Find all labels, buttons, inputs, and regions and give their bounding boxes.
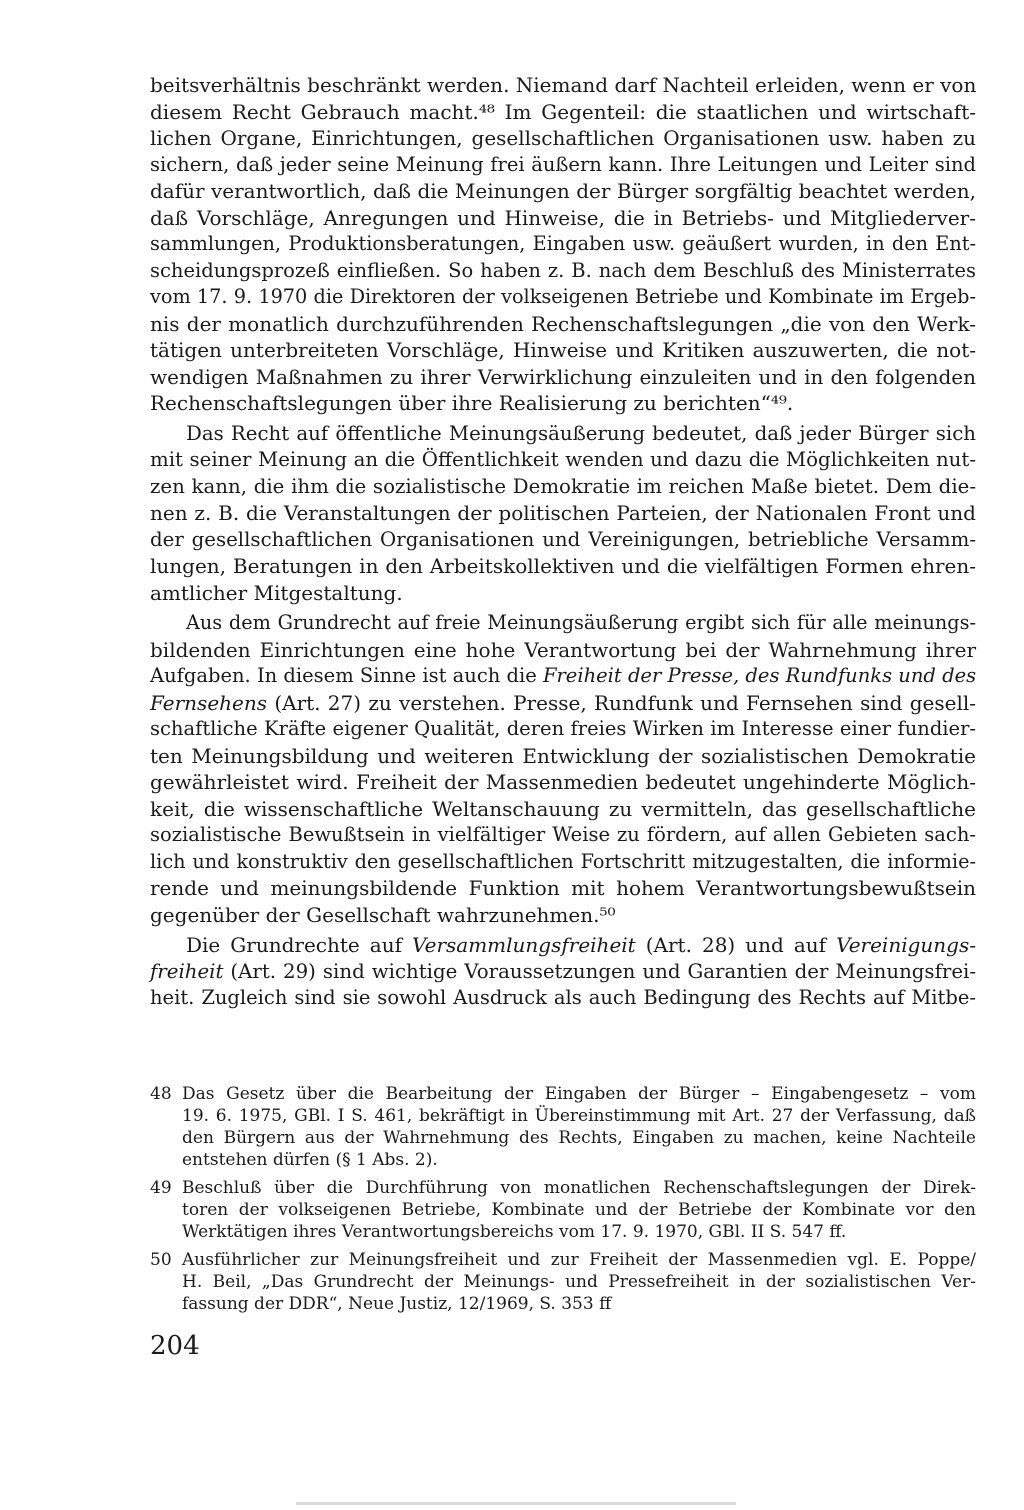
page-number: 204	[150, 1331, 200, 1361]
footnote-number: 49	[150, 1178, 172, 1198]
footnote-number: 50	[150, 1250, 172, 1270]
text-line: beitsverhältnis beschränkt werden. Niemand darf Nachteil erleiden, wenn er von	[150, 73, 977, 97]
text-line: nis der monatlich durchzuführenden Rechenschaftslegungen „die von den Werk-	[150, 311, 976, 336]
paragraph	[150, 72, 976, 417]
text-line: amtlicher Mitgestaltung.	[150, 580, 403, 605]
footnote-line: entstehen dürfen (§ 1 Abs. 2).	[182, 1150, 438, 1170]
text-line: Rechenschaftslegungen über ihre Realisierung zu berichten“⁴⁹.	[150, 391, 794, 415]
text-line: daß Vorschläge, Anregungen und Hinweise, die in Betriebs- und Mitgliederver-	[150, 205, 976, 230]
text-line: sammlungen, Produktionsberatungen, Eingaben usw. geäußert wurden, in den Ent-	[150, 232, 976, 255]
footnote-line: Beschluß über die Durchführung von monatlichen Rechenschaftslegungen der Direk-	[182, 1178, 976, 1198]
text-line: lich und konstruktiv den gesellschaftlichen Fortschritt mitzugestalten, die informie-	[150, 849, 976, 873]
footnote	[150, 1177, 976, 1243]
text-line: Die Grundrechte auf Versammlungsfreiheit (Art. 28) und auf Vereinigungs-	[186, 933, 976, 957]
footnote-line: Ausführlicher zur Meinungsfreiheit und zur Freiheit der Massenmedien vgl. E. Poppe/	[182, 1250, 976, 1270]
footnote	[150, 1083, 976, 1171]
text-line: mit seiner Meinung an die Öffentlichkeit wenden und dazu die Möglichkeiten nut-	[150, 448, 976, 471]
paragraph	[150, 932, 976, 1012]
text-line: nen z. B. die Veranstaltungen der politischen Parteien, der Nationalen Front und	[150, 501, 976, 525]
footnote-line: den Bürgern aus der Wahrnehmung des Rechts, Eingaben zu machen, keine Nachteile	[182, 1128, 976, 1148]
text-line: lichen Organe, Einrichtungen, gesellschaftlichen Organisationen usw. haben zu	[150, 126, 976, 150]
scan-edge-mark	[296, 1502, 736, 1505]
text-line: gegenüber der Gesellschaft wahrzunehmen.⁵⁰	[150, 902, 616, 927]
footnote-line: 19. 6. 1975, GBl. I S. 461, bekräftigt in Übereinstimmung mit Art. 27 der Verfassung, daß	[182, 1106, 976, 1126]
text-line: heit. Zugleich sind sie sowohl Ausdruck als auch Bedingung des Rechts auf Mitbe-	[150, 986, 976, 1009]
text-line: rende und meinungsbildende Funktion mit hohem Verantwortungsbewußtsein	[150, 876, 976, 900]
footnote-line: H. Beil, „Das Grundrecht der Meinungs- und Pressefreiheit in der sozialistischen Ver-	[182, 1272, 976, 1292]
text-line: gewährleistet wird. Freiheit der Massenmedien bedeutet ungehinderte Möglich-	[150, 770, 976, 794]
text-line: dafür verantwortlich, daß die Meinungen der Bürger sorgfältig beachtet werden,	[150, 179, 976, 203]
paragraph	[150, 421, 976, 607]
text-line: ten Meinungsbildung und weiteren Entwicklung der sozialistischen Demokratie	[150, 743, 976, 768]
text-line: keit, die wissenschaftliche Weltanschauung zu vermitteln, das gesellschaftliche	[150, 796, 976, 821]
text-line: diesem Recht Gebrauch macht.⁴⁸ Im Gegenteil: die staatlichen und wirtschaft-	[150, 99, 976, 124]
paragraph	[150, 610, 976, 928]
text-line: Aus dem Grundrecht auf freie Meinungsäußerung ergibt sich für alle meinungs-	[186, 611, 976, 634]
text-line: Fernsehens (Art. 27) zu verstehen. Presse, Rundfunk und Fernsehen sind gesell-	[150, 690, 976, 715]
footnote-number: 48	[150, 1084, 172, 1104]
text-line: zen kann, die ihm die sozialistische Demokratie im reichen Maße bietet. Dem die-	[150, 474, 976, 498]
footnote-line: toren der volkseigenen Betriebe, Kombinate und der Betriebe der Kombinate vor den	[182, 1200, 976, 1220]
text-line: Aufgaben. In diesem Sinne ist auch die Freiheit der Presse, des Rundfunks und des	[150, 664, 977, 687]
footnote-text	[182, 1083, 976, 1171]
footnote-text	[182, 1177, 976, 1243]
text-line: Das Recht auf öffentliche Meinungsäußerung bedeutet, daß jeder Bürger sich	[186, 421, 976, 445]
text-line: der gesellschaftlichen Organisationen und Vereinigungen, betriebliche Versamm-	[150, 527, 976, 551]
text-line: bildenden Einrichtungen eine hohe Verantwortung bei der Wahrnehmung ihrer	[150, 637, 976, 662]
text-line: lungen, Beratungen in den Arbeitskollektiven und die vielfältigen Formen ehren-	[150, 554, 976, 578]
text-line: schaftliche Kräfte eigener Qualität, deren freies Wirken im Interesse einer fundier-	[150, 717, 976, 740]
text-line: scheidungsprozeß einfließen. So haben z. B. nach dem Beschluß des Ministerrates	[150, 258, 976, 282]
text-line: sichern, daß jeder seine Meinung frei äußern kann. Ihre Leitungen und Leiter sind	[150, 152, 976, 176]
text-line: freiheit (Art. 29) sind wichtige Voraussetzungen und Garantien der Meinungsfrei-	[150, 959, 976, 983]
body-text	[150, 72, 976, 1012]
text-line: sozialistische Bewußtsein in vielfältiger Weise zu fördern, auf allen Gebieten sach-	[150, 823, 976, 846]
footnote-line: fassung der DDR“, Neue Justiz, 12/1969, S. 353 ff	[182, 1294, 612, 1314]
footnote-line: Das Gesetz über die Bearbeitung der Eingaben der Bürger – Eingabengesetz – vom	[182, 1084, 976, 1104]
footnotes	[150, 1083, 976, 1321]
text-line: tätigen unterbreiteten Vorschläge, Hinweise und Kritiken auszuwerten, die not-	[150, 338, 976, 362]
footnote-line: Werktätigen ihres Verantwortungsbereichs vom 17. 9. 1970, GBl. II S. 547 ff.	[182, 1222, 847, 1242]
footnote	[150, 1249, 976, 1315]
text-line: wendigen Maßnahmen zu ihrer Verwirklichung einzuleiten und in den folgenden	[150, 364, 976, 389]
text-line: vom 17. 9. 1970 die Direktoren der volkseigenen Betriebe und Kombinate im Ergeb-	[150, 285, 976, 308]
footnote-text	[182, 1249, 976, 1315]
